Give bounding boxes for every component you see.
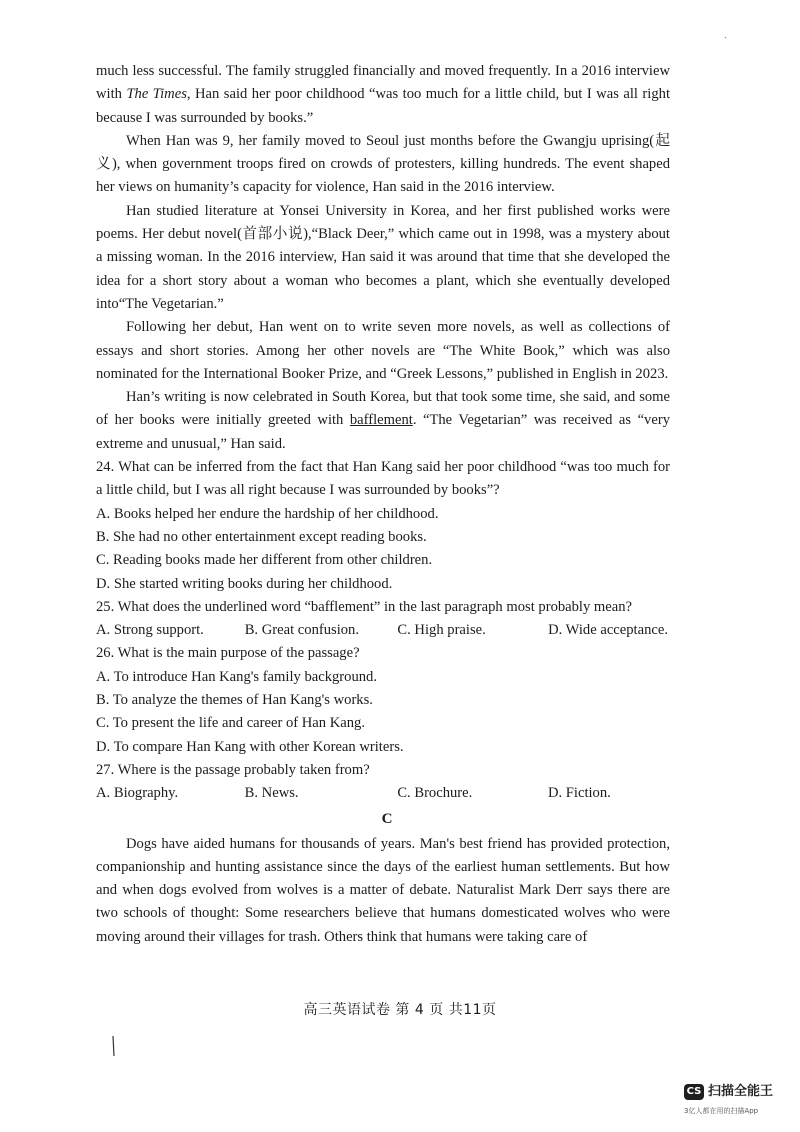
page-text [96, 60, 670, 949]
question-27-options [96, 782, 670, 805]
question-26-option-d: D. To compare Han Kang with other Korean writers. [96, 738, 404, 755]
pen-stroke-mark [112, 1036, 115, 1056]
paragraph-2: When Han was 9, her family moved to Seoul just months before the Gwangju uprising(起义), when government troops fired on crowds of protesters, killing hundreds. The event shaped her views on humanity’s capacity for violence, Han said in the 2016 interview. [96, 132, 670, 196]
section-c-heading: C [381, 810, 393, 827]
question-26-option-b: B. To analyze the themes of Han Kang's works. [96, 692, 373, 709]
scanner-watermark [684, 1084, 784, 1122]
question-26-stem: 26. What is the main purpose of the passage? [96, 645, 360, 662]
page-footer: 高三英语试卷 第 4 页 共11页 [303, 1002, 497, 1018]
scanner-logo-icon: CS [684, 1084, 704, 1100]
paragraph-3: Han studied literature at Yonsei University in Korea, and her first published works were poems. Her debut novel(首部小说),“Black Deer,” which came out in 1998, was a mystery about a missing woman. In the 2016 interview, Han said it was around that time that she developed the idea for a short story about a woman who becomes a plant, which she eventually developed into“The Vegetarian.” [96, 202, 670, 312]
question-25-option-a: A. Strong support. [96, 622, 204, 639]
question-25-stem: 25. What does the underlined word “bafflement” in the last paragraph most probably mean? [96, 598, 633, 615]
question-25-option-b: B. Great confusion. [244, 622, 359, 639]
section-c-paragraph: Dogs have aided humans for thousands of years. Man's best friend has provided protection, companionship and hunting assistance since the days of the earliest human settlements. But how and when dogs evolved from wolves is a matter of debate. Naturalist Mark Derr says there are two schools of thought: Some researchers believe that humans domesticated wolves who were moving around their villages for trash. Others think that humans were taking care of [96, 835, 670, 945]
question-25-option-d: D. Wide acceptance. [548, 622, 668, 639]
question-27-option-a: A. Biography. [96, 785, 179, 802]
question-27-option-d: D. Fiction. [547, 785, 611, 802]
scanner-slogan: 3亿人都在用的扫描App [684, 1107, 759, 1115]
paragraph-1: much less successful. The family struggled financially and moved frequently. In a 2016 interview with The Times, Han said her poor childhood “was too much for a little child, but I was all right because I was surrounded by books.” [96, 63, 670, 126]
scan-speck [724, 36, 727, 39]
question-25-option-c: C. High praise. [397, 622, 486, 639]
underlined-word: bafflement [349, 412, 413, 429]
question-24-stem: 24. What can be inferred from the fact that Han Kang said her poor childhood “was too much for a little child, but I was all right because I was surrounded by books”? [96, 459, 670, 499]
scanner-app-name: 扫描全能王 [708, 1084, 774, 1099]
question-27-option-c: C. Brochure. [397, 785, 473, 802]
question-27-stem: 27. Where is the passage probably taken from? [96, 761, 370, 778]
question-27-option-b: B. News. [244, 785, 299, 802]
question-24-option-b: B. She had no other entertainment except reading books. [96, 528, 427, 545]
paragraph-5: Han’s writing is now celebrated in South Korea, but that took some time, she said, and some of her books were initially greeted with bafflement. “The Vegetarian” was received as “very extreme and unusual,” Han said. [96, 389, 670, 452]
question-24-option-a: A. Books helped her endure the hardship of her childhood. [96, 505, 439, 522]
question-24-option-c: C. Reading books made her different from other children. [96, 552, 433, 569]
question-26-option-c: C. To present the life and career of Han Kang. [96, 715, 365, 732]
question-25-options [96, 619, 670, 642]
paragraph-4: Following her debut, Han went on to write seven more novels, as well as collections of essays and short stories. Among her other novels are “The White Book,” which was also nominated for the International Booker Prize, and “Greek Lessons,” published in English in 2023. [96, 319, 670, 382]
newspaper-title: The Times [126, 86, 187, 103]
question-24-option-d: D. She started writing books during her childhood. [96, 575, 393, 592]
question-26-option-a: A. To introduce Han Kang's family background. [96, 668, 377, 685]
